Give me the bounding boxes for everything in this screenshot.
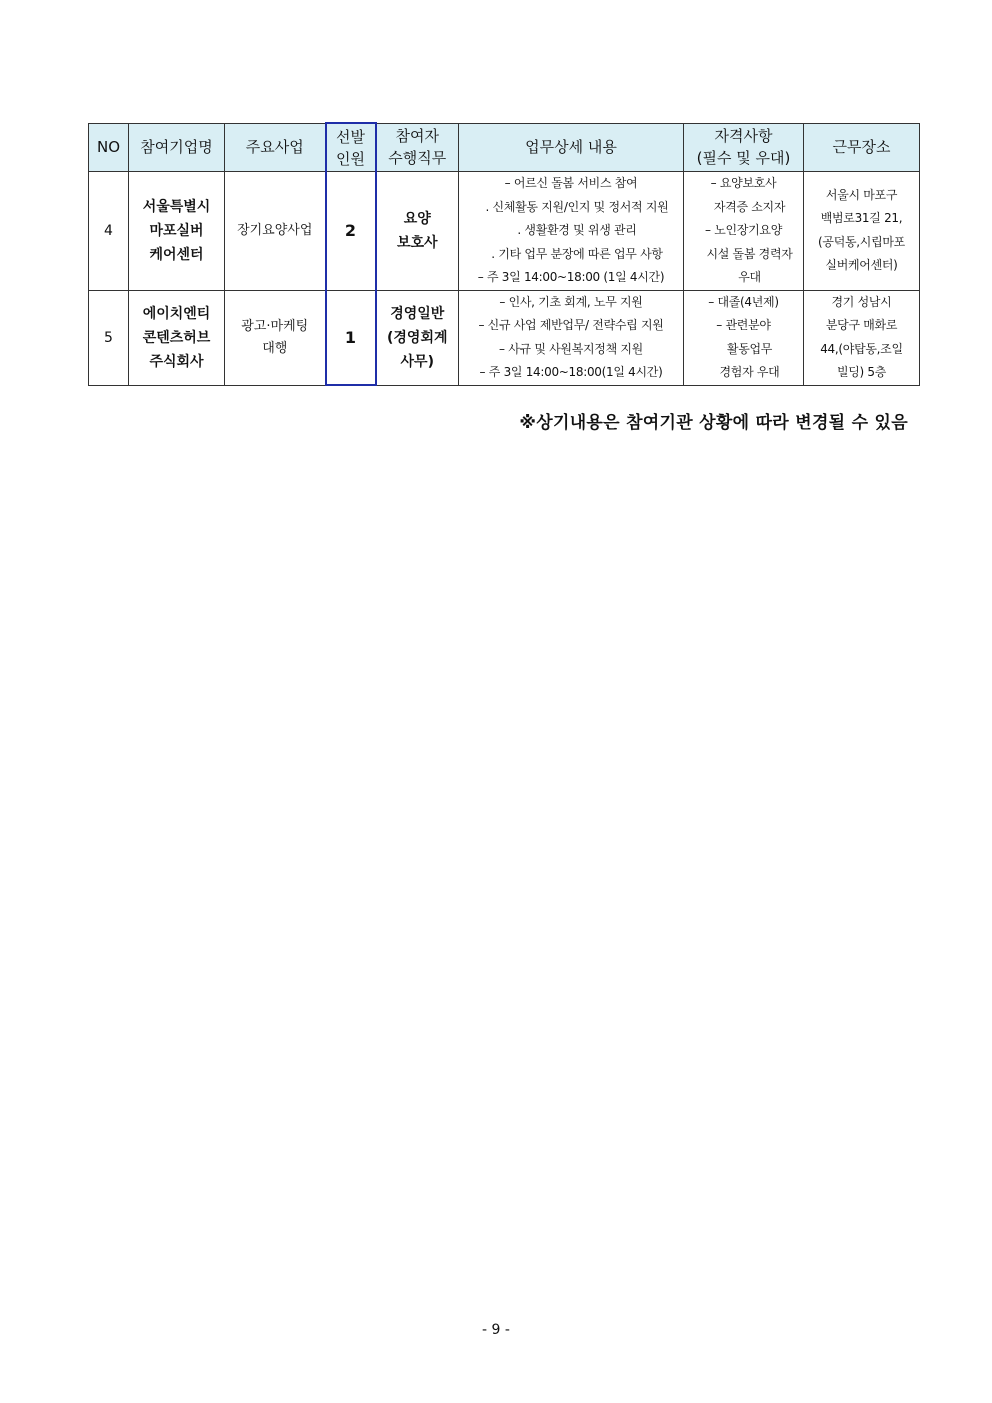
company-line: 콘텐츠허브 xyxy=(142,329,211,346)
company-line: 케어센터 xyxy=(149,246,204,263)
header-role-line: 참여자 xyxy=(395,127,439,146)
row-count: 2 xyxy=(326,172,376,291)
detail-line: – 주 3일 14:00~18:00 (1일 4시간) xyxy=(477,270,665,284)
header-role xyxy=(376,123,459,172)
row-qualification xyxy=(684,172,804,291)
row-company xyxy=(129,172,225,291)
row-detail xyxy=(459,290,684,385)
qualification-line: 시설 돌봄 경력자 xyxy=(706,246,793,261)
location-line: 빌딩) 5층 xyxy=(836,365,887,379)
location-line: 44,(야탑동,조일 xyxy=(820,341,903,356)
row-no: 4 xyxy=(89,172,129,291)
business-line: 장기요양사업 xyxy=(237,222,313,238)
participant-company-table xyxy=(88,122,920,386)
detail-line: – 사규 및 사원복지정책 지원 xyxy=(499,341,643,356)
company-line: 에이치엔티 xyxy=(142,305,211,322)
disclaimer-note: ※상기내용은 참여기관 상황에 따라 변경될 수 있음 xyxy=(519,413,908,433)
qualification-line: 활동업무 xyxy=(726,341,773,356)
location-line: (공덕동,시립마포 xyxy=(818,234,905,249)
location-line: 백범로31길 21, xyxy=(820,211,903,226)
detail-line: . 생활환경 및 위생 관리 xyxy=(517,223,637,237)
header-no: NO xyxy=(89,123,129,172)
header-location: 근무장소 xyxy=(804,123,920,172)
row-detail xyxy=(459,172,684,291)
row-business xyxy=(225,290,326,385)
header-count-line: 인원 xyxy=(336,149,365,168)
qualification-line: – 관련분야 xyxy=(716,318,771,332)
role-line: 경영일반 xyxy=(390,305,445,322)
company-line: 서울특별시 xyxy=(142,198,211,215)
header-business: 주요사업 xyxy=(225,123,326,172)
location-line: 경기 성남시 xyxy=(831,294,892,309)
header-company: 참여기업명 xyxy=(129,123,225,172)
row-qualification xyxy=(684,290,804,385)
qualification-line: 경험자 우대 xyxy=(719,365,780,379)
header-qualification-line: 자격사항 xyxy=(714,127,773,146)
qualification-line: – 요양보호사 xyxy=(710,176,777,190)
row-role xyxy=(376,172,459,291)
role-line: 요양 xyxy=(403,210,431,227)
qualification-line: 우대 xyxy=(738,270,761,284)
header-count xyxy=(326,123,376,172)
header-role-line: 수행직무 xyxy=(388,149,447,168)
role-line: 보호사 xyxy=(396,234,438,251)
qualification-line: – 노인장기요양 xyxy=(705,223,782,237)
location-line: 실버케어센터) xyxy=(825,258,898,273)
row-location xyxy=(804,172,920,291)
qualification-line: 자격증 소지자 xyxy=(713,199,786,214)
row-company xyxy=(129,290,225,385)
role-line: 사무) xyxy=(400,353,434,370)
table-row xyxy=(89,290,920,385)
detail-line: – 인사, 기초 회계, 노무 지원 xyxy=(499,294,643,309)
qualification-line: – 대졸(4년제) xyxy=(708,294,779,309)
row-location xyxy=(804,290,920,385)
row-no: 5 xyxy=(89,290,129,385)
header-qualification xyxy=(684,123,804,172)
header-qualification-line: (필수 및 우대) xyxy=(696,149,791,168)
location-line: 서울시 마포구 xyxy=(825,187,898,202)
company-line: 주식회사 xyxy=(149,353,204,370)
header-detail: 업무상세 내용 xyxy=(459,123,684,172)
role-line: (경영회계 xyxy=(387,329,448,346)
location-line: 분당구 매화로 xyxy=(825,318,898,332)
detail-line: . 신체활동 지원/인지 및 정서적 지원 xyxy=(485,199,669,214)
table-row xyxy=(89,172,920,291)
detail-line: – 신규 사업 제반업무/ 전략수립 지원 xyxy=(478,318,664,332)
detail-line: . 기타 업무 분장에 따른 업무 사항 xyxy=(491,246,663,261)
table-header-row xyxy=(89,123,920,172)
detail-line: – 주 3일 14:00~18:00(1일 4시간) xyxy=(479,365,663,379)
row-business xyxy=(225,172,326,291)
company-line: 마포실버 xyxy=(149,222,204,239)
header-count-line: 선발 xyxy=(336,127,365,146)
row-role xyxy=(376,290,459,385)
business-line: 광고·마케팅 xyxy=(241,318,309,334)
page-number: - 9 - xyxy=(482,1322,510,1338)
business-line: 대행 xyxy=(262,340,288,356)
detail-line: – 어르신 돌봄 서비스 참여 xyxy=(504,176,638,190)
row-count: 1 xyxy=(326,290,376,385)
